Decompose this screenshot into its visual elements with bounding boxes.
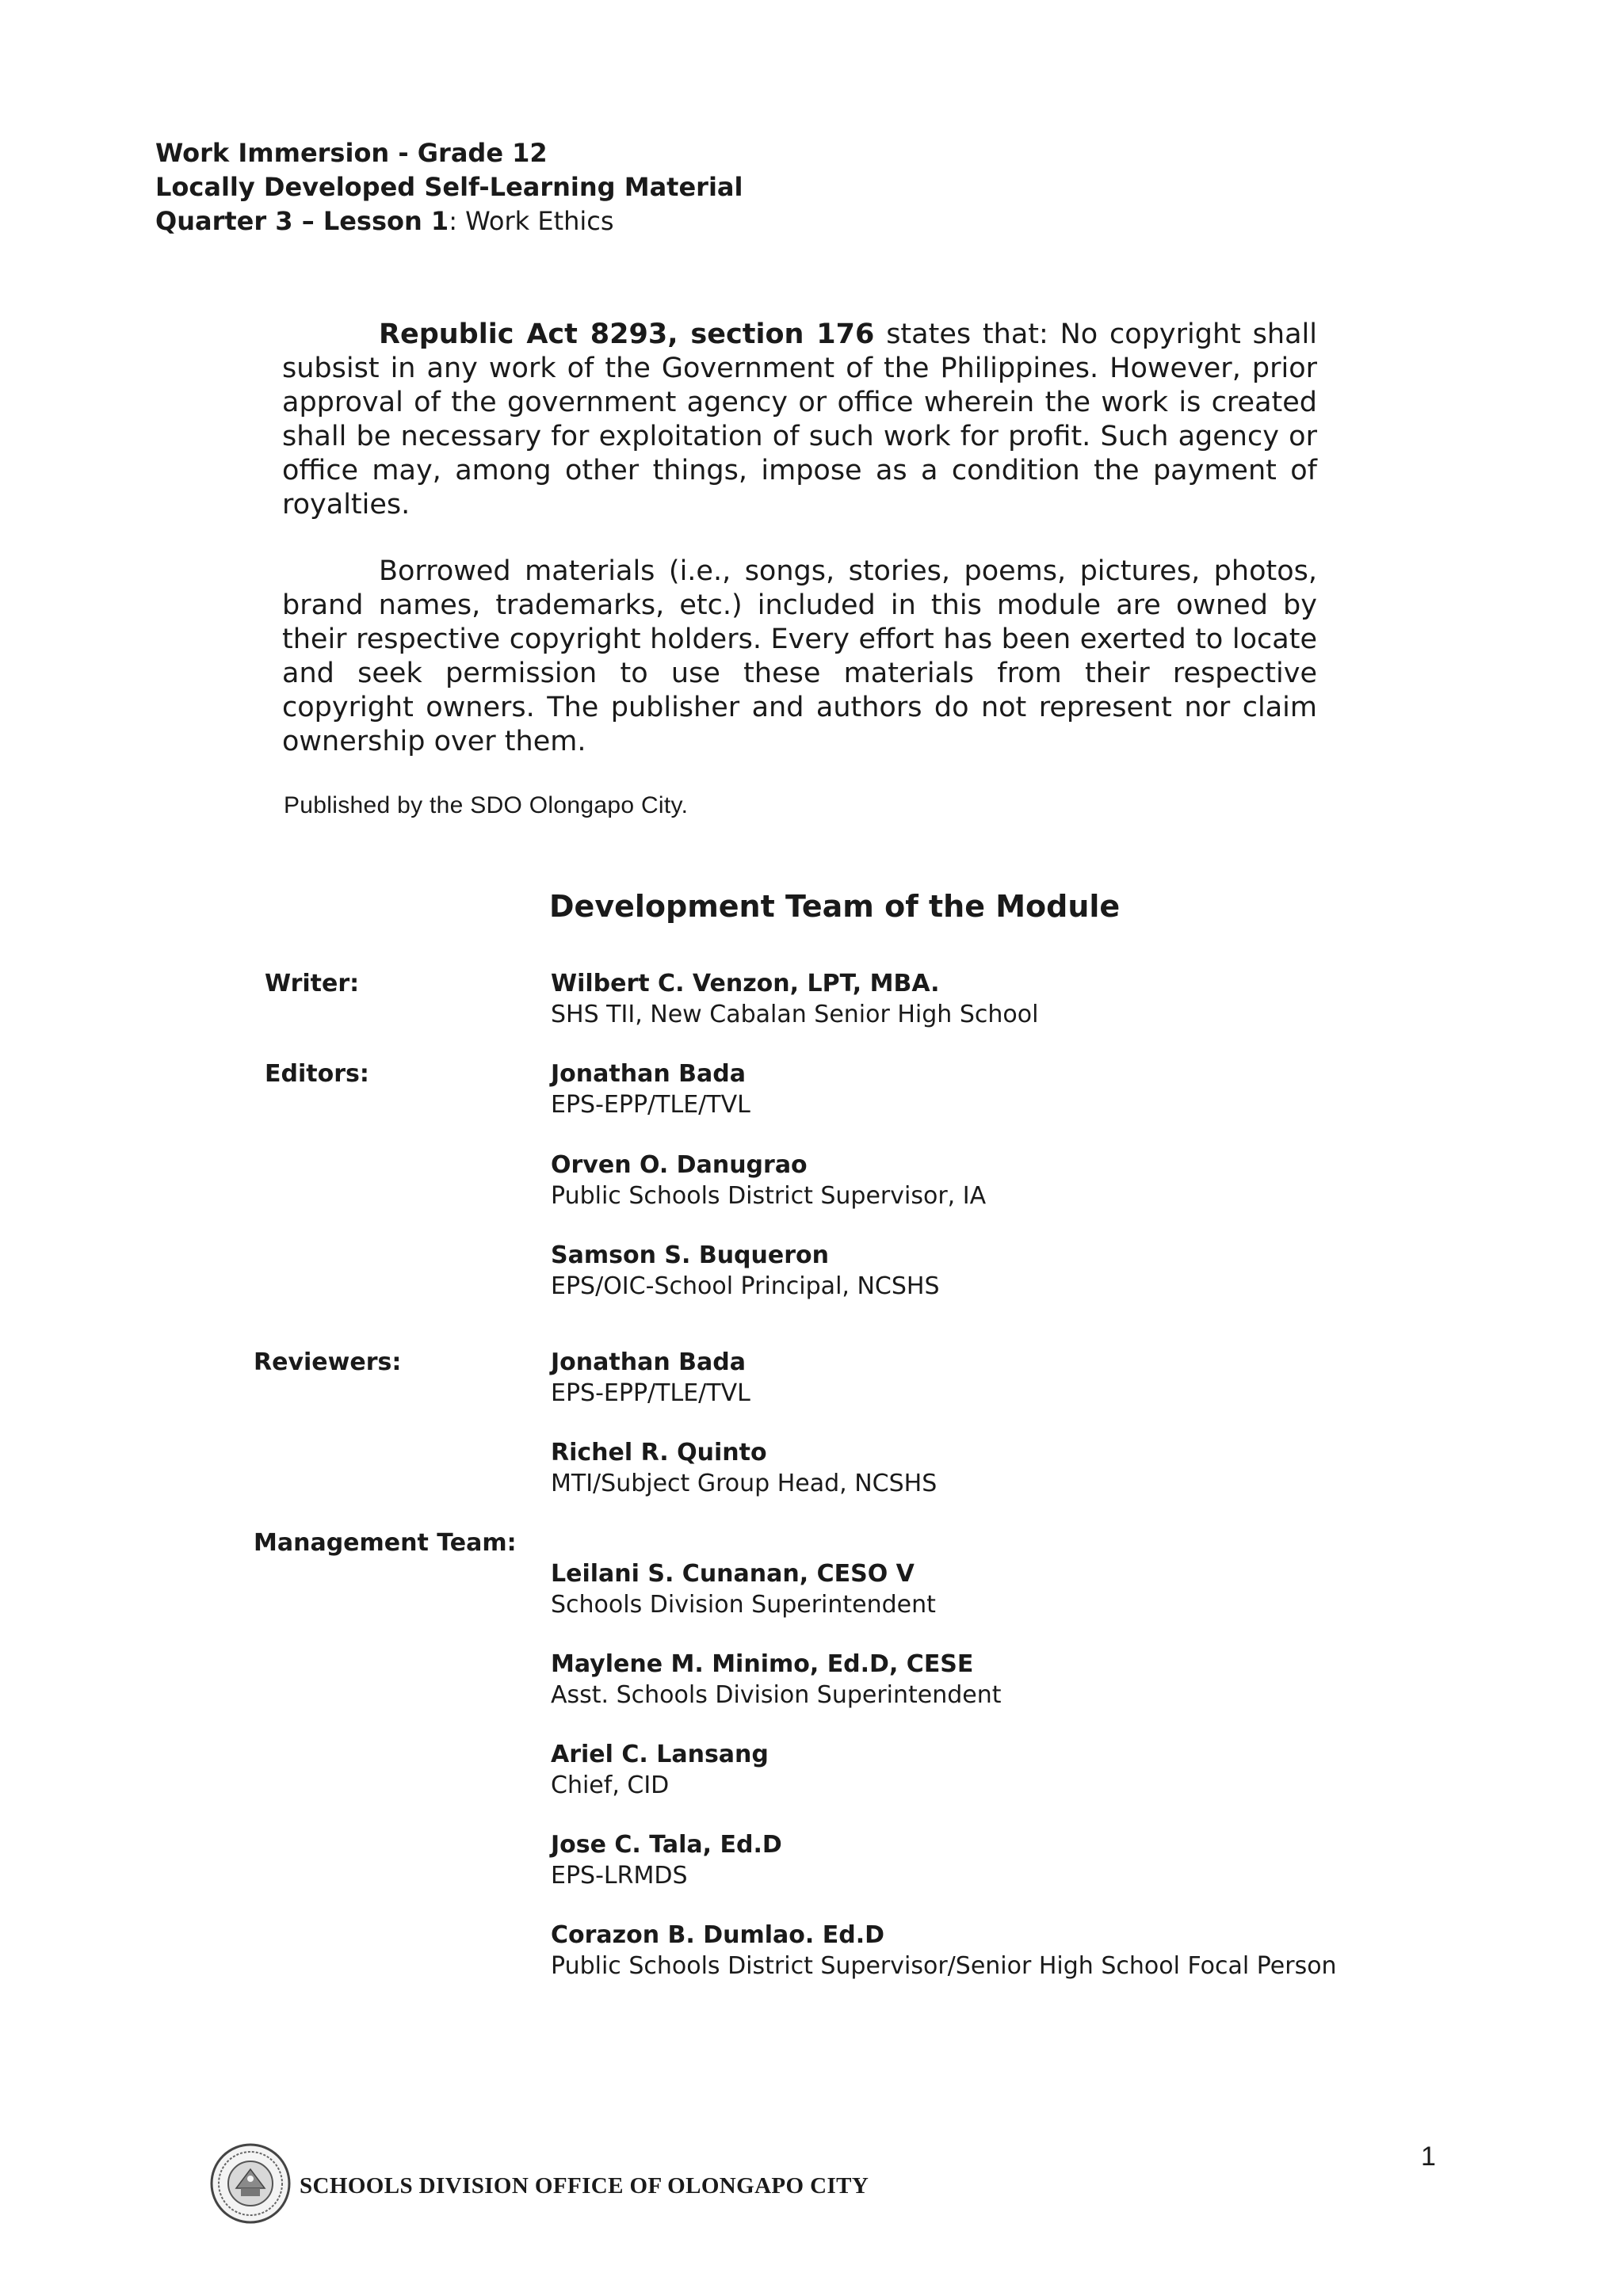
member-name: Ariel C. Lansang	[551, 1741, 769, 1768]
header-lesson-number: Quarter 3 – Lesson 1	[155, 206, 449, 236]
team-member	[551, 1347, 750, 1409]
member-name: Wilbert C. Venzon, LPT, MBA.	[551, 970, 940, 997]
member-position: EPS-EPP/TLE/TVL	[551, 1379, 750, 1407]
member-name: Leilani S. Cunanan, CESO V	[551, 1560, 915, 1588]
header-subject: Work Immersion - Grade 12	[155, 138, 548, 168]
role-editors: Editors:	[265, 1060, 369, 1088]
publisher-note: Published by the SDO Olongapo City.	[284, 792, 689, 818]
member-position: SHS TII, New Cabalan Senior High School	[551, 1001, 1039, 1028]
header-material-type: Locally Developed Self-Learning Material	[155, 172, 743, 202]
copyright-paragraph-1	[282, 318, 1317, 522]
member-name: Jonathan Bada	[551, 1060, 746, 1088]
member-position: EPS/OIC-School Principal, NCSHS	[551, 1272, 940, 1300]
role-management-team: Management Team:	[254, 1529, 517, 1557]
team-member	[551, 1240, 940, 1302]
header-lesson-title: : Work Ethics	[449, 206, 614, 236]
role-writer: Writer:	[265, 970, 360, 997]
member-position: Public Schools District Supervisor, IA	[551, 1182, 987, 1210]
member-position: EPS-EPP/TLE/TVL	[551, 1091, 750, 1119]
team-member	[551, 1558, 936, 1620]
member-position: MTI/Subject Group Head, NCSHS	[551, 1470, 938, 1497]
document-header	[155, 136, 743, 238]
member-position: EPS-LRMDS	[551, 1862, 688, 1890]
member-name: Jonathan Bada	[551, 1348, 746, 1376]
team-member	[551, 1829, 782, 1891]
republic-act-citation: Republic Act 8293, section 176	[379, 318, 875, 350]
team-member	[551, 1437, 937, 1499]
team-member	[551, 1649, 1002, 1711]
team-member	[551, 1150, 986, 1211]
sdo-olongapo-seal-icon	[209, 2142, 292, 2225]
team-member	[551, 968, 1038, 1030]
copyright-paragraph-2-text: Borrowed materials (i.e., songs, stories, poems, pictures, photos, brand names, trademarks, etc.) included in this module are owned by their respective copyright holders. Every effort has been exerted to locate and seek permission to use these materials from their respective copyright owners. The publisher and authors do not represent nor claim ownership over them.	[282, 555, 1317, 757]
member-name: Maylene M. Minimo, Ed.D, CESE	[551, 1650, 974, 1678]
member-position: Public Schools District Supervisor/Senior High School Focal Person	[551, 1952, 1337, 1980]
team-member	[551, 1920, 1337, 1981]
page-number: 1	[1421, 2142, 1436, 2172]
role-reviewers: Reviewers:	[254, 1348, 402, 1376]
member-name: Samson S. Buqueron	[551, 1241, 829, 1269]
team-member	[551, 1058, 750, 1120]
team-member	[551, 1739, 769, 1801]
member-name: Jose C. Tala, Ed.D	[551, 1831, 782, 1859]
member-position: Schools Division Superintendent	[551, 1591, 936, 1619]
member-position: Asst. Schools Division Superintendent	[551, 1681, 1002, 1709]
copyright-paragraph-1-text: states that: No copyright shall subsist in any work of the Government of the Philippines. However, prior approval of the government agency or office wherein the work is created shall be necessary for exploitation of such work for profit. Such agency or office may, among other things, impose as a condition the payment of royalties.	[282, 318, 1317, 521]
header-lesson	[155, 204, 743, 238]
development-team-title: Development Team of the Module	[549, 889, 1121, 924]
copyright-paragraph-2	[282, 555, 1317, 759]
member-name: Richel R. Quinto	[551, 1439, 767, 1466]
footer-office-name: SCHOOLS DIVISION OFFICE OF OLONGAPO CITY	[300, 2173, 869, 2199]
member-name: Orven O. Danugrao	[551, 1151, 808, 1179]
member-position: Chief, CID	[551, 1772, 670, 1799]
member-name: Corazon B. Dumlao. Ed.D	[551, 1921, 885, 1949]
